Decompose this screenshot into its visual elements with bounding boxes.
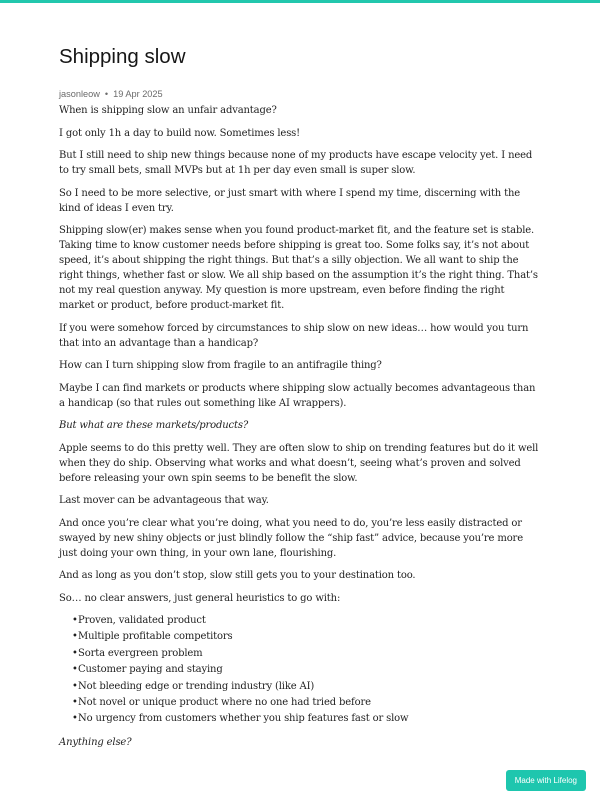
paragraph: Apple seems to do this pretty well. They are often slow to ship on trending features but do it well when they do ship. Observing what works and what doesn’t, seeing what’s proven and solved before releasing your own spin seems to be benefit the slow. [59,442,539,484]
paragraph: So… no clear answers, just general heuristics to go with: [59,592,341,604]
top-accent-bar [0,0,600,3]
bullet-icon: • [72,713,78,725]
closing-question: Anything else? [59,737,132,749]
page-title: Shipping slow [59,45,186,68]
list-item [72,662,539,678]
post-date: 19 Apr 2025 [113,89,163,99]
article-body [59,103,539,750]
paragraph: So I need to be more selective, or just smart with where I spend my time, discerning with the kind of ideas I even try. [59,187,521,214]
heuristics-list [59,613,539,728]
article [59,44,539,758]
paragraph: If you were somehow forced by circumstances to ship slow on new ideas… how would you turn that into an advantage than a handicap? [59,322,529,349]
paragraph: Last mover can be advantageous that way. [59,495,269,506]
bullet-icon: • [72,664,78,676]
list-item [72,711,539,727]
paragraph: Shipping slow(er) makes sense when you found product-market fit, and the feature set is stable. Taking time to know customer needs before shipping is great too. Some folks say, it’s not about speed, it’s about shipping the right things. But that’s a silly objection. We all want to ship the right things, whether fast or slow. We all ship based on the assumption it’s the right thing. That’s not my real question anyway. My question is more upstream, even before finding the right market or product, before product-market fit. [59,225,538,311]
list-item-text: Multiple profitable competitors [78,631,233,643]
bullet-icon: • [72,631,78,643]
list-item-text: Not bleeding edge or trending industry (like AI) [78,680,315,692]
paragraph: I got only 1h a day to build now. Sometimes less! [59,127,301,139]
bullet-icon: • [72,647,78,659]
paragraph: Maybe I can find markets or products where shipping slow actually becomes advantageous than a handicap (so that rules out something like AI wrappers). [59,382,536,409]
list-item [72,679,539,695]
post-meta [59,88,539,100]
paragraph: When is shipping slow an unfair advantage? [59,105,277,116]
list-item [72,646,539,662]
list-item [72,695,539,711]
list-item-text: Customer paying and staying [78,664,223,676]
meta-separator: • [104,89,109,99]
bullet-icon: • [72,697,78,709]
list-item-text: Proven, validated product [78,615,206,626]
paragraph: But I still need to ship new things because none of my products have escape velocity yet. I need to try small bets, small MVPs but at 1h per day even small is super slow. [59,150,533,176]
list-item-text: No urgency from customers whether you ship features fast or slow [78,713,409,725]
author-name[interactable]: jasonleow [59,89,100,99]
paragraph: How can I turn shipping slow from fragile to an antifragile thing? [59,360,382,371]
paragraph: And as long as you don’t stop, slow still gets you to your destination too. [59,570,416,581]
list-item-text: Not novel or unique product where no one had tried before [78,697,371,709]
list-item [72,629,539,645]
bullet-icon: • [72,680,78,692]
bullet-icon: • [72,615,78,626]
paragraph: And once you’re clear what you’re doing, what you need to do, you’re less easily distracted or swayed by new shiny objects or just blindly follow the “ship fast” advice, because you’re more just doing your own thing, in your own lane, flourishing. [59,517,523,559]
italic-paragraph: But what are these markets/products? [59,420,249,431]
made-with-lifelog-button[interactable]: Made with Lifelog [506,770,586,791]
list-item [72,613,539,629]
list-item-text: Sorta evergreen problem [78,647,203,659]
